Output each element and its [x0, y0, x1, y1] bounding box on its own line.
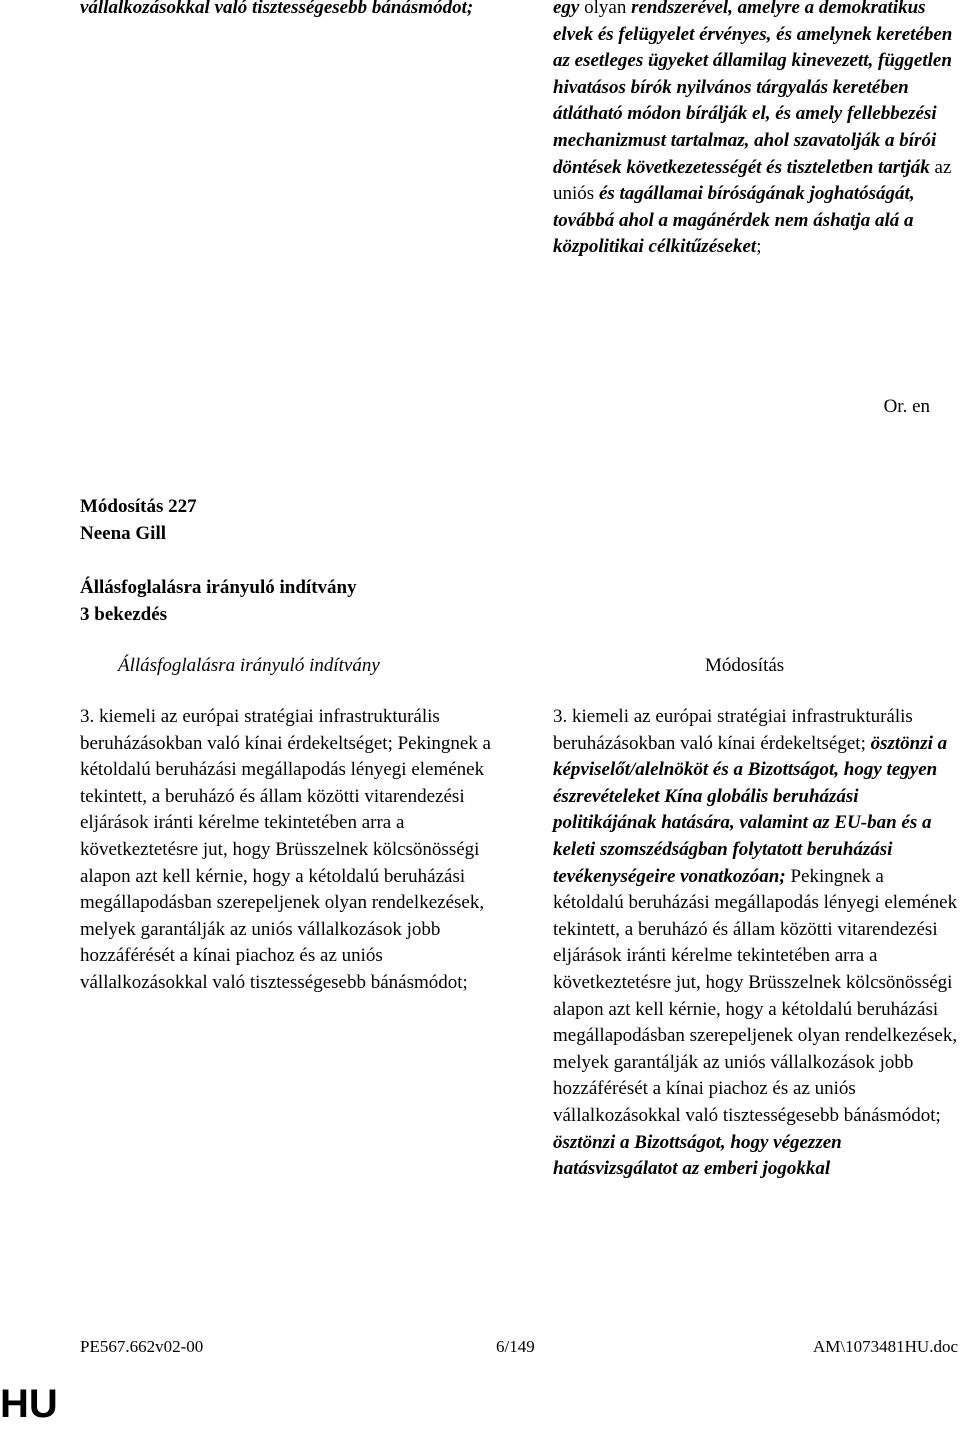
original-language: Or. en [883, 396, 930, 417]
right-column-segment-0: 3. kiemeli az európai stratégiai infrastrukturális beruházásokban való kínai érdekeltséget; [553, 706, 913, 754]
right-column-segment-2: Pekingnek a kétoldalú beruházási megállapodás lényegi elemének tekintett, a beruházó és állam közötti vitarendezési eljárások iránti kérelme tekintetében arra a következtetésre jut, hogy Brüsszelnek kölcsönösségi alapon azt kell kérnie, hogy a kétoldalú beruházási megállapodásban szerepeljenek olyan rendelkezések, melyek garantálják az uniós vállalkozások jobb hozzáférését a kínai piachoz és az uniós vállalkozásokkal való tisztességesebb bánásmódot; [553, 865, 958, 1126]
top-right-segment-3: az uniós [553, 156, 952, 205]
amendment-paragraph: 3 bekezdés [80, 604, 168, 625]
footer-file-name: AM\1073481HU.doc [813, 1337, 958, 1356]
footer-doc-ref: PE567.662v02-00 [80, 1337, 204, 1356]
amendment-author: Neena Gill [80, 523, 167, 544]
top-right-segment-4: és tagállamai bíróságának joghatóságát, továbbá ahol a magánérdek nem áshatja alá a közpolitikai célkitűzéseket [553, 183, 915, 258]
footer-language-code: HU [0, 1382, 58, 1426]
top-right-segment-2: rendszerével, amelyre a demokratikus elvek és felügyelet érvényes, és amelynek keretében az esetleges ügyeket államilag kinevezett, független hivatásos bírók nyilvános tárgyalás keretében átlátható módon bírálják el, és amely fellebbezési mechanizmust tartalmaz, ahol szavatolják a bírói döntések következetességét és tiszteletben tartják [553, 0, 953, 178]
top-right-segment-5: ; [756, 236, 762, 258]
top-left-text: vállalkozásokkal való tisztességesebb bánásmódot; [80, 0, 474, 18]
top-right-text [553, 0, 953, 261]
right-column-segment-3: ösztönzi a Bizottságot, hogy végezzen hatásvizsgálatot az emberi jogokkal [553, 1131, 842, 1180]
right-column-segment-1: ösztönzi a képviselőt/alelnököt és a Bizottságot, hogy tegyen észrevételeket Kína globális beruházási politikájának hatására, valamint az EU-ban és a keleti szomszédságban folytatott beruházási tevékenységeire vonatkozóan; [553, 732, 948, 887]
right-column-heading: Módosítás [705, 655, 785, 676]
top-right-segment-1: olyan [579, 0, 632, 18]
amendment-proposal: Állásfoglalásra irányuló indítvány [80, 577, 357, 598]
amendment-number: Módosítás 227 [80, 496, 197, 517]
footer-page-number: 6/149 [496, 1337, 535, 1356]
top-right-segment-0: egy [553, 0, 580, 18]
right-column-text [553, 704, 958, 1183]
left-column-text: 3. kiemeli az európai stratégiai infrastrukturális beruházásokban való kínai érdekeltséget; Pekingnek a kétoldalú beruházási megállapodás lényegi elemének tekintett, a beruházó és állam közötti vitarendezési eljárások iránti kérelme tekintetében arra a következtetésre jut, hogy Brüsszelnek kölcsönösségi alapon azt kell kérnie, hogy a kétoldalú beruházási megállapodásban szerepeljenek olyan rendelkezések, melyek garantálják az uniós vállalkozások jobb hozzáférését a kínai piachoz és az uniós vállalkozásokkal való tisztességesebb bánásmódot; [80, 706, 491, 993]
left-column-heading: Állásfoglalásra irányuló indítvány [118, 655, 380, 676]
